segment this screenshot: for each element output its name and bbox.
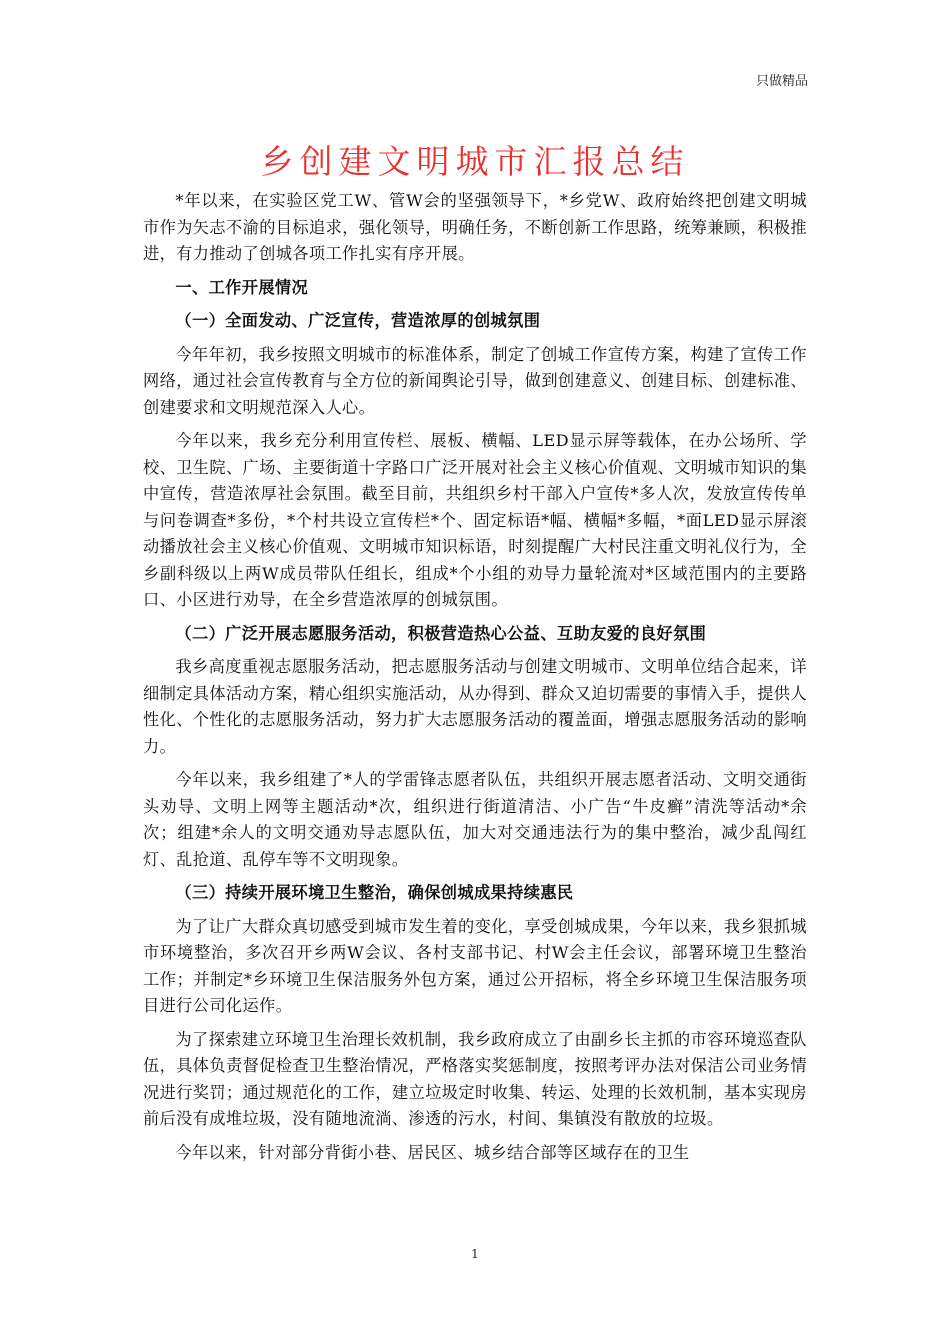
- paragraph: 为了让广大群众真切感受到城市发生着的变化，享受创城成果，今年以来，我乡狠抓城市环境整治，多次召开乡两W会议、各村支部书记、村W会主任会议，部署环境卫生整治工作；并制定*乡环境卫生保洁服务外包方案，通过公开招标，将全乡环境卫生保洁服务项目进行公司化运作。: [143, 916, 807, 1015]
- page-number: 1: [471, 1247, 479, 1261]
- subsection-heading-1: （一）全面发动、广泛宣传，营造浓厚的创城氛围: [175, 311, 541, 330]
- document-body: [143, 188, 807, 1173]
- paragraph: 为了探索建立环境卫生治理长效机制，我乡政府成立了由副乡长主抓的市容环境巡查队伍，具体负责督促检查卫生整治情况，严格落实奖惩制度，按照考评办法对保洁公司业务情况进行奖罚；通过规范化的工作，建立垃圾定时收集、转运、处理的长效机制，基本实现房前后没有成堆垃圾，没有随地流淌、渗透的污水，村间、集镇没有散放的垃圾。: [143, 1029, 807, 1128]
- paragraph: 今年年初，我乡按照文明城市的标准体系，制定了创城工作宣传方案，构建了宣传工作网络，通过社会宣传教育与全方位的新闻舆论引导，做到创建意义、创建目标、创建标准、创建要求和文明规范深入人心。: [143, 344, 807, 417]
- section-heading-1: 一、工作开展情况: [175, 277, 309, 297]
- subsection-heading-3: （三）持续开展环境卫生整治，确保创城成果持续惠民: [175, 883, 574, 902]
- document-title: 乡创建文明城市汇报总结: [260, 142, 690, 181]
- paragraph: 今年以来，我乡充分利用宣传栏、展板、横幅、LED显示屏等载体，在办公场所、学校、卫生院、广场、主要街道十字路口广泛开展对社会主义核心价值观、文明城市知识的集中宣传，营造浓厚社会氛围。截至目前，共组织乡村干部入户宣传*多人次，发放宣传传单与问卷调查*多份，*个村共设立宣传栏*个、固定标语*幅、横幅*多幅，*面LED显示屏滚动播放社会主义核心价值观、文明城市知识标语，时刻提醒广大村民注重文明礼仪行为，全乡副科级以上两W成员带队任组长，组成*个小组的劝导力量轮流对*区域范围内的主要路口、小区进行劝导，在全乡营造浓厚的创城氛围。: [143, 431, 807, 609]
- paragraph: 我乡高度重视志愿服务活动，把志愿服务活动与创建文明城市、文明单位结合起来，详细制定具体活动方案，精心组织实施活动，从办得到、群众又迫切需要的事情入手，提供人性化、个性化的志愿服务活动，努力扩大志愿服务活动的覆盖面，增强志愿服务活动的影响力。: [143, 657, 807, 756]
- paragraph: 今年以来，我乡组建了*人的学雷锋志愿者队伍，共组织开展志愿者活动、文明交通街头劝导、文明上网等主题活动*次，组织进行街道清洁、小广告“牛皮癣”清洗等活动*余次；组建*余人的文明交通劝导志愿队伍，加大对交通违法行为的集中整治，减少乱闯红灯、乱抢道、乱停车等不文明现象。: [143, 770, 807, 869]
- subsection-heading-2: （二）广泛开展志愿服务活动，积极营造热心公益、互助友爱的良好氛围: [175, 623, 707, 643]
- header-note: 只做精品: [755, 74, 808, 89]
- paragraph: 今年以来，针对部分背街小巷、居民区、城乡结合部等区域存在的卫生: [175, 1142, 690, 1162]
- paragraph-intro: *年以来，在实验区党工W、管W会的坚强领导下，*乡党W、政府始终把创建文明城市作为矢志不渝的目标追求，强化领导，明确任务，不断创新工作思路，统筹兼顾，积极推进，有力推动了创城各项工作扎实有序开展。: [143, 191, 807, 263]
